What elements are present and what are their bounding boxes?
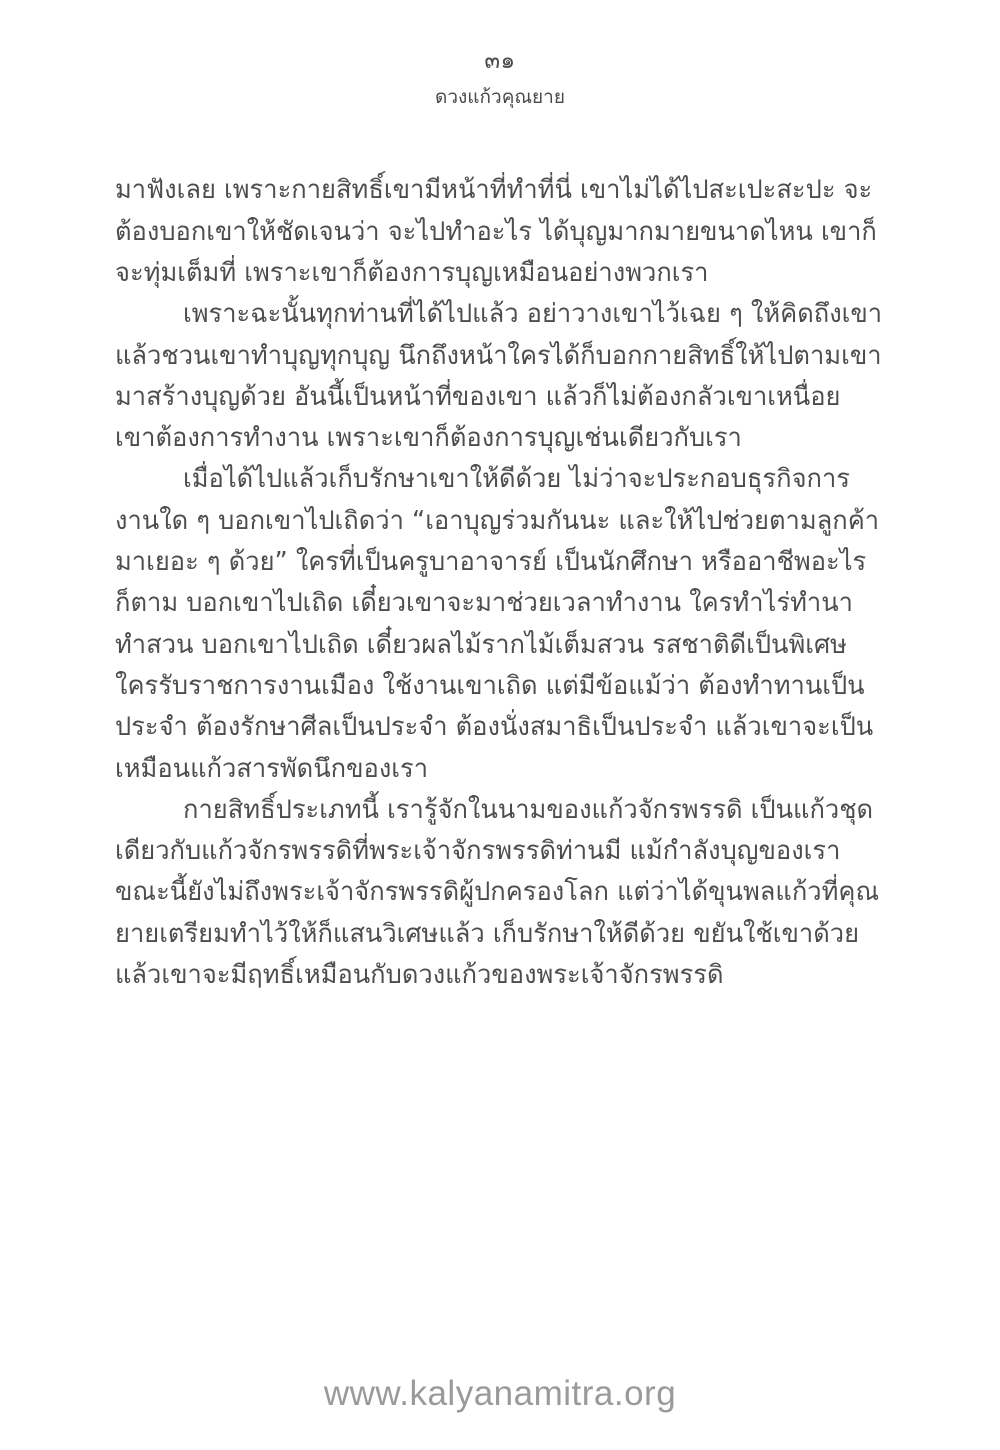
body-text xyxy=(115,170,885,996)
running-head: ดวงแก้วคุณยาย xyxy=(435,85,565,108)
document-page xyxy=(0,48,1000,1450)
paragraph: เพราะฉะนั้นทุกท่านที่ได้ไปแล้ว อย่าวางเขาไว้เฉย ๆ ให้คิดถึงเขา แล้วชวนเขาทำบุญทุกบุญ นึกถึงหน้าใครได้ก็บอกกายสิทธิ์ให้ไปตามเขามาสร้างบุญด้วย อันนี้เป็นหน้าที่ของเขา แล้วก็ไม่ต้องกลัวเขาเหนื่อย เขาต้องการทำงาน เพราะเขาก็ต้องการบุญเช่นเดียวกับเรา xyxy=(115,299,883,454)
page-number: ๓๑ xyxy=(484,48,516,74)
paragraph: เมื่อได้ไปแล้วเก็บรักษาเขาให้ดีด้วย ไม่ว่าจะประกอบธุรกิจการงานใด ๆ บอกเขาไปเถิดว่า “เอาบุญร่วมกันนะ และให้ไปช่วยตามลูกค้ามาเยอะ ๆ ด้วย” ใครที่เป็นครูบาอาจารย์ เป็นนักศึกษา หรืออาชีพอะไรก็ตาม บอกเขาไปเถิด เดี๋ยวเขาจะมาช่วยเวลาทำงาน ใครทำไร่ทำนา ทำสวน บอกเขาไปเถิด เดี๋ยวผลไม้รากไม้เต็มสวน รสชาติดีเป็นพิเศษ ใครรับราชการงานเมือง ใช้งานเขาเถิด แต่มีข้อแม้ว่า ต้องทำทานเป็นประจำ ต้องรักษาศีลเป็นประจำ ต้องนั่งสมาธิเป็นประจำ แล้วเขาจะเป็นเหมือนแก้วสารพัดนึกของเรา xyxy=(115,464,880,784)
paragraph: มาฟังเลย เพราะกายสิทธิ์เขามีหน้าที่ทำที่นี่ เขาไม่ได้ไปสะเปะสะปะ จะต้องบอกเขาให้ชัดเจนว่า จะไปทำอะไร ได้บุญมากมายขนาดไหน เขาก็จะทุ่มเต็มที่ เพราะเขาก็ต้องการบุญเหมือนอย่างพวกเรา xyxy=(115,175,877,288)
footer-watermark: www.kalyanamitra.org xyxy=(323,1374,677,1413)
paragraph: กายสิทธิ์ประเภทนี้ เรารู้จักในนามของแก้วจักรพรรดิ เป็นแก้วชุดเดียวกับแก้วจักรพรรดิที่พระเจ้าจักรพรรดิท่านมี แม้กำลังบุญของเราขณะนี้ยังไม่ถึงพระเจ้าจักรพรรดิผู้ปกครองโลก แต่ว่าได้ขุนพลแก้วที่คุณยายเตรียมทำไว้ให้ก็แสนวิเศษแล้ว เก็บรักษาให้ดีด้วย ขยันใช้เขาด้วย แล้วเขาจะมีฤทธิ์เหมือนกับดวงแก้วของพระเจ้าจักรพรรดิ xyxy=(115,794,880,991)
